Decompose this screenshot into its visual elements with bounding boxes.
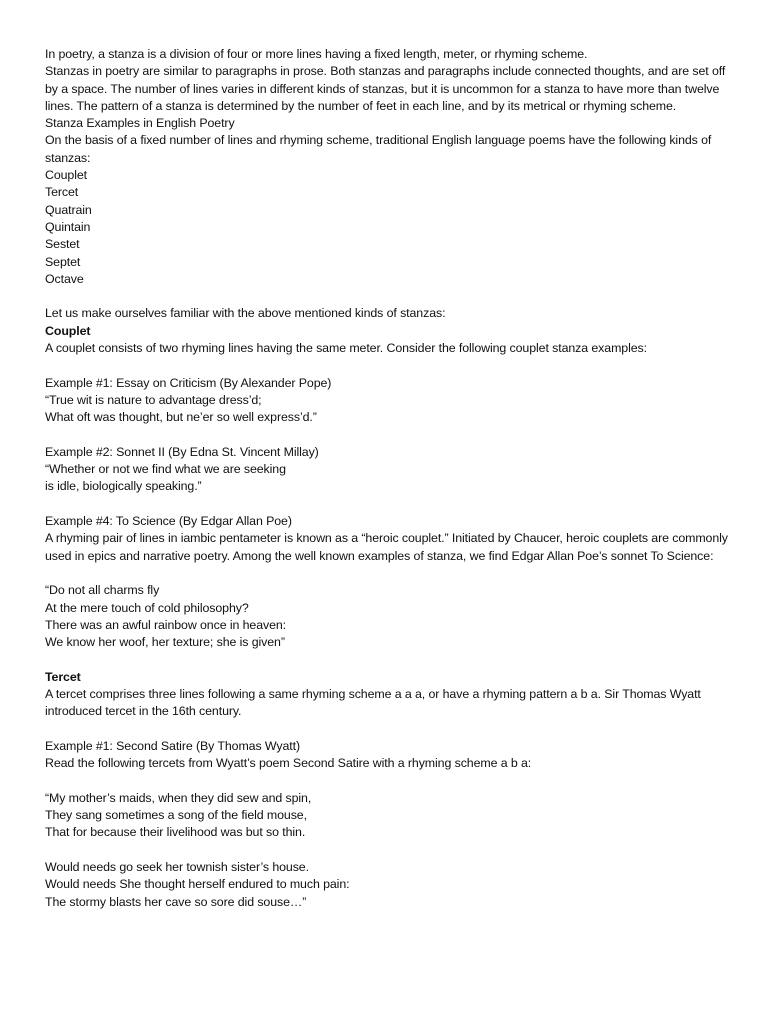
couplet-example-2-title: Example #2: Sonnet II (By Edna St. Vincent Millay)	[45, 444, 319, 459]
tercet-example-1-title: Example #1: Second Satire (By Thomas Wyatt)	[45, 738, 300, 753]
tercet-example-1-description: Read the following tercets from Wyatt’s poem Second Satire with a rhyming scheme a b a:	[45, 756, 532, 771]
couplet-example-4-description: A rhyming pair of lines in iambic pentameter is known as a “heroic couplet.” Initiated by Chaucer, heroic couplets are commonly used in epics and narrative poetry. Among the well known examples of stanza, we find Edgar Allan Poe’s sonnet To Science:	[45, 531, 732, 563]
couplet-example-4-line-3: There was an awful rainbow once in heaven:	[45, 617, 287, 632]
kind-tercet: Tercet	[45, 185, 79, 200]
spacer	[45, 496, 735, 513]
kind-quintain: Quintain	[45, 219, 91, 234]
document-page	[45, 46, 735, 911]
familiar-sentence: Let us make ourselves familiar with the above mentioned kinds of stanzas:	[45, 306, 446, 321]
tercet-stanza-2-line-1: Would needs go seek her townish sister’s house.	[45, 859, 309, 874]
kind-couplet: Couplet	[45, 168, 88, 183]
tercet-stanza-2-line-3: The stormy blasts her cave so sore did souse…”	[45, 894, 307, 909]
intro-paragraph-2: Stanzas in poetry are similar to paragraphs in prose. Both stanzas and paragraphs include connected thoughts, and are set off by a space. The number of lines varies in different kinds of stanzas, but it is uncommon for a stanza to have more than twelve lines. The pattern of a stanza is determined by the number of feet in each line, and by its metrical or rhyming scheme.	[45, 64, 729, 113]
tercet-stanza-2-line-2: Would needs She thought herself endured to much pain:	[45, 877, 350, 892]
couplet-heading: Couplet	[45, 323, 91, 338]
spacer	[45, 842, 735, 859]
spacer	[45, 427, 735, 444]
spacer	[45, 772, 735, 789]
couplet-example-2-line-1: “Whether or not we find what we are seeking	[45, 462, 286, 477]
couplet-example-4-line-4: We know her woof, her texture; she is given”	[45, 635, 285, 650]
tercet-stanza-1-line-2: They sang sometimes a song of the field mouse,	[45, 808, 307, 823]
tercet-stanza-1-line-1: “My mother’s maids, when they did sew and spin,	[45, 790, 312, 805]
intro-paragraph-1: In poetry, a stanza is a division of four or more lines having a fixed length, meter, or rhyming scheme.	[45, 47, 588, 61]
spacer	[45, 651, 735, 668]
couplet-example-2-line-2: is idle, biologically speaking.”	[45, 479, 202, 494]
couplet-example-1-line-1: “True wit is nature to advantage dress’d;	[45, 392, 262, 407]
tercet-description: A tercet comprises three lines following a same rhyming scheme a a a, or have a rhyming pattern a b a. Sir Thomas Wyatt introduced tercet in the 16th century.	[45, 686, 705, 719]
kind-sestet: Sestet	[45, 237, 80, 252]
stanza-examples-heading: Stanza Examples in English Poetry	[45, 116, 235, 131]
couplet-example-4-line-1: “Do not all charms fly	[45, 583, 160, 598]
couplet-example-4-line-2: At the mere touch of cold philosophy?	[45, 600, 249, 615]
kind-octave: Octave	[45, 271, 84, 286]
tercet-heading: Tercet	[45, 669, 81, 684]
kind-quatrain: Quatrain	[45, 202, 92, 217]
tercet-stanza-1-line-3: That for because their livelihood was but so thin.	[45, 825, 306, 840]
couplet-example-1-title: Example #1: Essay on Criticism (By Alexander Pope)	[45, 375, 332, 390]
spacer	[45, 288, 735, 305]
couplet-description: A couplet consists of two rhyming lines having the same meter. Consider the following couplet stanza examples:	[45, 341, 647, 356]
couplet-example-1-line-2: What oft was thought, but ne’er so well express’d.”	[45, 410, 317, 425]
spacer	[45, 357, 735, 374]
intro-paragraph-3: On the basis of a fixed number of lines and rhyming scheme, traditional English language poems have the following kinds of stanzas:	[45, 133, 715, 165]
couplet-example-4-title: Example #4: To Science (By Edgar Allan Poe)	[45, 514, 292, 529]
spacer	[45, 565, 735, 582]
spacer	[45, 721, 735, 738]
kind-septet: Septet	[45, 254, 81, 269]
